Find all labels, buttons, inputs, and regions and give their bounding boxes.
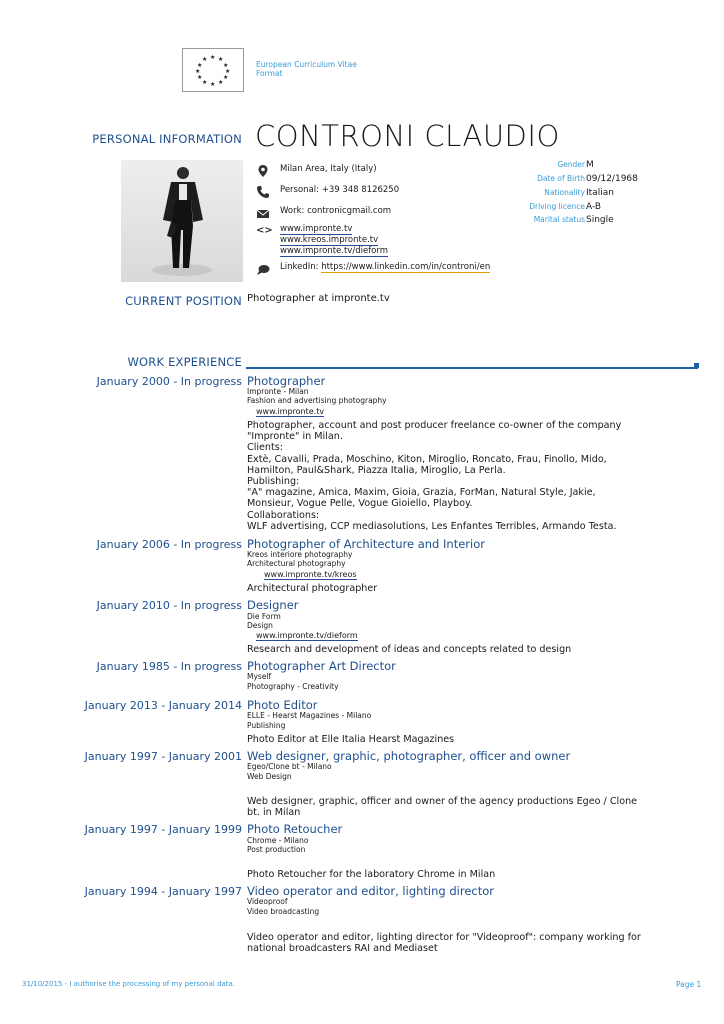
job-description: [247, 420, 642, 532]
job-title: Video operator and editor, lighting director: [247, 884, 495, 898]
star-icon: ★: [202, 56, 208, 63]
job-employer: Kreos interiore photography: [247, 550, 353, 559]
birth-date-value: 09/12/1968: [586, 174, 638, 184]
person-name: CONTRONI CLAUDIO: [255, 119, 560, 153]
chat-bubble-icon: [256, 262, 270, 276]
websites-list: [280, 224, 388, 257]
job-employer: Egeo/Clone bt - Milano: [247, 762, 332, 771]
star-icon: ★: [218, 56, 224, 63]
job-description: [247, 644, 647, 655]
linkedin-row: [280, 262, 490, 272]
code-brackets-icon: <>: [256, 225, 273, 236]
job-description-line: Photographer, account and post producer freelance co-owner of the company "Impronte" in Milan.: [247, 420, 622, 443]
eu-logo: [182, 48, 244, 92]
job-description-line: Clients:: [247, 442, 284, 454]
job-employer: Chrome - Milano: [247, 836, 309, 845]
section-label-work-experience: WORK EXPERIENCE: [127, 355, 242, 369]
job-sector: Web Design: [247, 772, 292, 781]
star-icon: ★: [197, 74, 203, 81]
job-sector: Video broadcasting: [247, 907, 320, 916]
phone-icon: [256, 184, 270, 198]
divider-end-square: [694, 363, 699, 368]
star-icon: ★: [197, 62, 203, 69]
driving-licence-label: Driving licence: [529, 202, 585, 211]
linkedin-prefix: LinkedIn:: [280, 262, 322, 272]
job-website-link[interactable]: www.impronte.tv/kreos: [264, 570, 357, 579]
job-sector: Design: [247, 621, 273, 630]
section-label-personal: PERSONAL INFORMATION: [92, 132, 242, 146]
gender-value: M: [586, 160, 594, 170]
job-date: January 2010 - In progress: [96, 599, 242, 612]
job-title: Photographer: [247, 374, 326, 388]
job-description: [247, 869, 647, 880]
marital-status-label: Marital status: [533, 215, 585, 224]
job-sector: Fashion and advertising photography: [247, 396, 387, 405]
job-employer: ELLE - Hearst Magazines - Milano: [247, 711, 372, 720]
job-description-line: Video operator and editor, lighting director for "Videoproof": company working for national broadcasters RAI and Mediaset: [247, 932, 641, 955]
birth-date-label: Date of Birth: [537, 174, 585, 183]
star-icon: ★: [225, 68, 231, 75]
job-title: Web designer, graphic, photographer, officer and owner: [247, 749, 571, 763]
job-description: [247, 734, 647, 745]
phone-text: Personal: +39 348 8126250: [280, 185, 400, 195]
star-icon: ★: [223, 74, 229, 81]
page-number: Page 1: [676, 980, 702, 989]
star-icon: ★: [195, 68, 201, 75]
nationality-value: Italian: [586, 188, 614, 198]
job-description-line: Research and development of ideas and concepts related to design: [247, 644, 572, 655]
job-date: January 1985 - In progress: [96, 660, 242, 673]
marital-status-value: Single: [586, 215, 614, 225]
nationality-label: Nationality: [544, 188, 585, 197]
footer-consent: 31/10/2015 - I authorise the processing of my personal data.: [22, 980, 236, 988]
job-website-link[interactable]: www.impronte.tv/dieform: [256, 631, 358, 640]
job-description-line: Collaborations:: [247, 509, 320, 521]
job-description-line: Publishing:: [247, 476, 300, 488]
person-silhouette-icon: [121, 160, 243, 282]
star-icon: ★: [210, 54, 216, 61]
linkedin-link[interactable]: https://www.linkedin.com/in/controni/en: [321, 262, 491, 272]
gender-label: Gender: [557, 160, 585, 169]
section-divider: [246, 367, 698, 369]
job-date: January 2006 - In progress: [96, 538, 242, 551]
job-title: Photo Editor: [247, 698, 318, 712]
job-title: Photographer of Architecture and Interior: [247, 537, 485, 551]
job-description-line: Extè, Cavalli, Prada, Moschino, Kiton, Miroglio, Roncato, Frau, Finollo, Mido, Hamilton, Paul&Shark, Piazza Italia, Miroglio, La Perla.: [247, 453, 607, 476]
envelope-icon: [256, 206, 270, 220]
star-icon: ★: [218, 79, 224, 86]
star-icon: ★: [202, 79, 208, 86]
job-description-line: Photo Retoucher for the laboratory Chrome in Milan: [247, 869, 496, 880]
job-employer: Videoproof: [247, 897, 288, 906]
job-sector: Photography - Creativity: [247, 682, 339, 691]
job-date: January 1997 - January 2001: [84, 750, 242, 763]
job-title: Photographer Art Director: [247, 659, 396, 673]
job-description-line: "A" magazine, Amica, Maxim, Gioia, Grazia, ForMan, Natural Style, Jakie, Monsieur, Vogue Pelle, Vogue Gioiello, Playboy.: [247, 487, 596, 510]
job-description: [247, 583, 647, 594]
job-employer: Myself: [247, 672, 272, 681]
profile-photo: [121, 160, 243, 282]
job-link: [256, 631, 358, 640]
address-text: Milan Area, Italy (Italy): [280, 164, 377, 174]
job-title: Photo Retoucher: [247, 822, 343, 836]
cv-format: [256, 60, 357, 78]
job-link: [264, 570, 357, 579]
cv-format-line2: Format: [256, 69, 283, 78]
job-date: January 2000 - In progress: [96, 375, 242, 388]
job-description-line: WLF advertising, CCP mediasolutions, Les Enfantes Terribles, Armando Testa.: [247, 520, 617, 532]
job-website-link[interactable]: www.impronte.tv: [256, 407, 325, 416]
star-icon: ★: [223, 62, 229, 69]
job-description-line: Web designer, graphic, officer and owner of the agency productions Egeo / Clone bt. in Milan: [247, 796, 638, 819]
job-sector: Post production: [247, 845, 306, 854]
driving-licence-value: A-B: [586, 202, 602, 212]
job-date: January 2013 - January 2014: [84, 699, 242, 712]
website-link-1[interactable]: www.impronte.tv: [280, 224, 353, 234]
job-sector: Publishing: [247, 721, 286, 730]
cv-format-line1: European Curriculum Vitae: [256, 60, 357, 69]
star-icon: ★: [210, 81, 216, 88]
job-title: Designer: [247, 598, 299, 612]
job-employer: Impronte - Milan: [247, 387, 309, 396]
email-text: Work: contronicgmail.com: [280, 206, 392, 216]
job-sector: Architectural photography: [247, 559, 346, 568]
job-description: [247, 932, 642, 954]
section-label-current-position: CURRENT POSITION: [125, 294, 242, 308]
website-link-3[interactable]: www.impronte.tv/dieform: [280, 246, 389, 256]
job-description-line: Architectural photographer: [247, 583, 378, 594]
current-position-text: Photographer at impronte.tv: [247, 293, 390, 304]
location-pin-icon: [256, 163, 270, 177]
job-date: January 1997 - January 1999: [84, 823, 242, 836]
job-employer: Die Form: [247, 612, 281, 621]
job-link: [256, 407, 324, 416]
website-link-2[interactable]: www.kreos.impronte.tv: [280, 235, 379, 245]
job-description-line: Photo Editor at Elle Italia Hearst Magazines: [247, 734, 455, 745]
job-date: January 1994 - January 1997: [84, 885, 242, 898]
job-description: [247, 796, 642, 818]
